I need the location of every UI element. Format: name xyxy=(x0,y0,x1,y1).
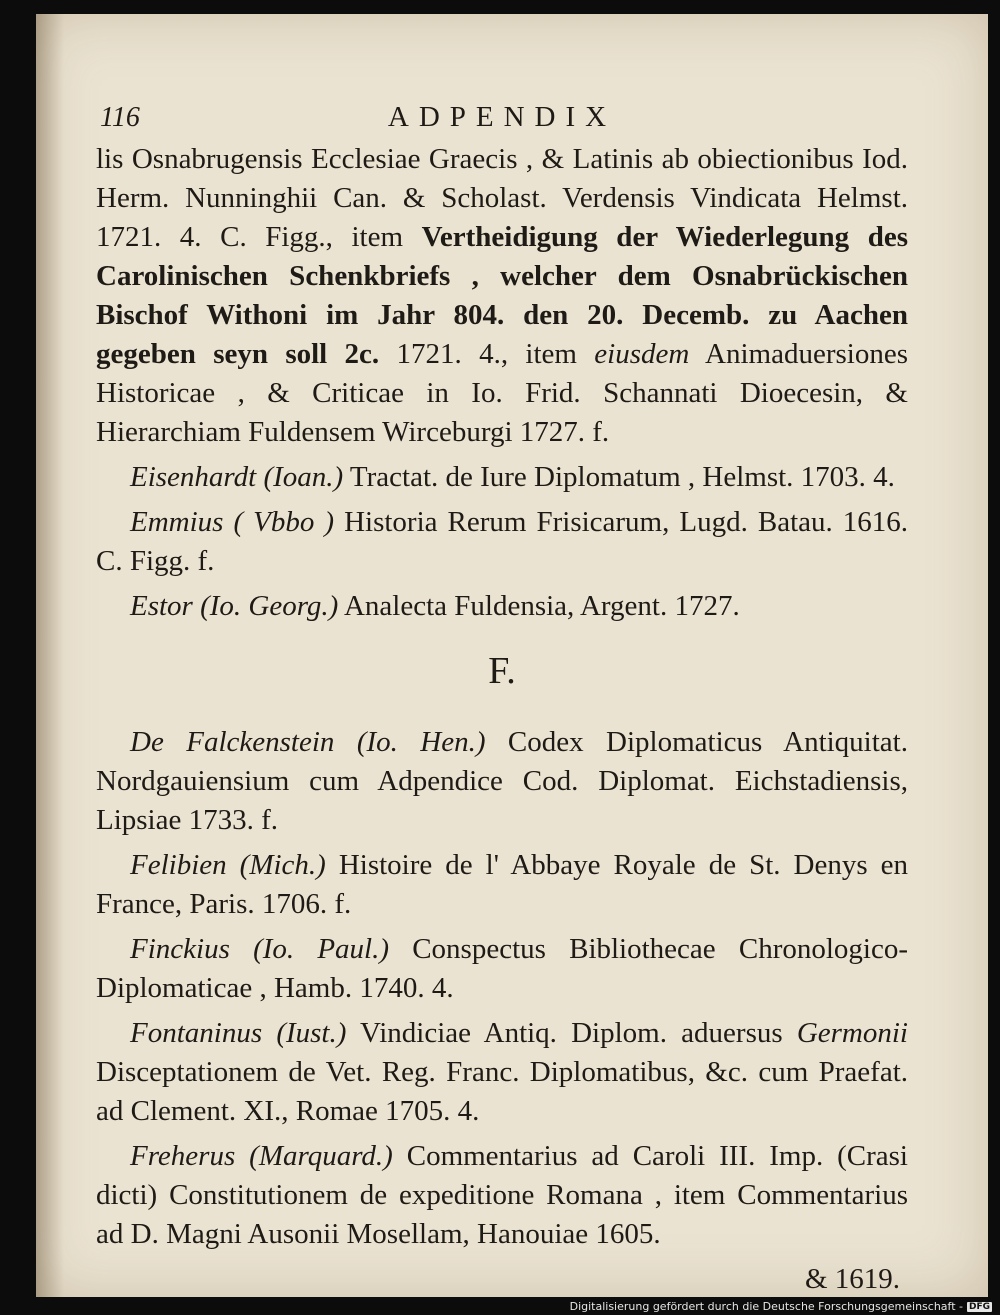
entry-text-2: Disceptationem de Vet. Reg. Franc. Diplomatibus, &c. cum Praefat. ad Clement. XI., Romae 1705. 4. xyxy=(96,1056,908,1127)
entry-estor xyxy=(96,587,908,626)
entry-author: Emmius xyxy=(130,506,224,538)
digitization-footer xyxy=(570,1300,992,1313)
entry-author: Estor xyxy=(130,590,193,622)
page-header xyxy=(96,94,908,140)
entry-text: Tractat. de Iure Diplomatum , Helmst. 1703. 4. xyxy=(343,461,895,493)
entry-author: Eisenhardt xyxy=(130,461,257,493)
entry-italic-word: Germonii xyxy=(796,1017,908,1049)
entry-given-name: (Mich.) xyxy=(239,849,326,881)
entry-given-name: (Iust.) xyxy=(276,1017,347,1049)
entry-author: Fontaninus xyxy=(130,1017,263,1049)
entry-fontaninus xyxy=(96,1014,908,1131)
entry-given-name: (Io. Hen.) xyxy=(356,726,486,758)
entry-given-name: (Io. Georg.) xyxy=(200,590,339,622)
entry-author: Freherus xyxy=(130,1140,236,1172)
book-page xyxy=(36,14,988,1297)
entry-emmius xyxy=(96,503,908,581)
intro-text-1: lis Osnabrugensis Ecclesiae Graecis , & Latinis ab obiectionibus Iod. Herm. Nunninghii Can. & Scholast. Verdensis Vindicata Helmst. 1721. 4. C. Figg., item xyxy=(96,143,908,253)
entry-text: Histoire de l' Abbaye Royale de St. Denys en France, Paris. 1706. f. xyxy=(96,849,909,920)
running-head: ADPENDIX xyxy=(387,101,617,133)
freherus-tail: & 1619. xyxy=(804,1263,900,1295)
entry-text: Historia Rerum Frisicarum, Lugd. Batau. 1616. C. Figg. f. xyxy=(96,506,909,577)
entry-text: Conspectus Bibliothecae Chronologico-Diplomaticae , Hamb. 1740. 4. xyxy=(96,933,908,1004)
entry-finckius xyxy=(96,930,908,1008)
entry-given-name: (Io. Paul.) xyxy=(253,933,389,965)
entry-author: De Falckenstein xyxy=(130,726,335,758)
intro-eiusdem: eiusdem xyxy=(594,338,690,370)
page-text xyxy=(96,94,908,1299)
entry-given-name: ( Vbbo ) xyxy=(233,506,335,538)
fraktur-title: Vertheidigung der Wiederlegung des Carolinischen Schenkbriefs , welcher dem Osnabrückischen Bischof Withoni im Jahr 804. den 20. Decemb. zu Aachen gegeben seyn soll 2c. xyxy=(96,221,908,370)
entry-felibien xyxy=(96,846,908,924)
entry-freherus xyxy=(96,1137,908,1254)
entry-text: Commentarius ad Caroli III. Imp. (Crasi dicti) Constitutionem de expeditione Romana , item Commentarius ad D. Magni Ausonii Mosellam, Hanouiae 1605. xyxy=(96,1140,908,1250)
entry-given-name: (Marquard.) xyxy=(249,1140,393,1172)
intro-text-2: 1721. 4., item xyxy=(379,338,595,370)
entry-eisenhardt xyxy=(96,458,908,497)
footer-text: Digitalisierung gefördert durch die Deutsche Forschungsgemeinschaft - xyxy=(569,1300,963,1313)
entry-text: Vindiciae Antiq. Diplom. aduersus xyxy=(346,1017,797,1049)
entry-author: Felibien xyxy=(130,849,227,881)
entry-falckenstein xyxy=(96,723,908,840)
entry-given-name: (Ioan.) xyxy=(263,461,344,493)
page-spine-shadow xyxy=(36,14,64,1297)
entry-text: Analecta Fuldensia, Argent. 1727. xyxy=(338,590,740,622)
page-number: 116 xyxy=(100,102,140,133)
continued-entry xyxy=(96,140,908,452)
intro-text-3: Animaduersiones Historicae , & Criticae in Io. Frid. Schannati Dioecesin, & Hierarchiam Fuldensem Wirceburgi 1727. f. xyxy=(96,338,908,448)
section-letter: F. xyxy=(488,650,516,692)
dfg-logo: DFG xyxy=(968,1301,990,1312)
entry-text: Codex Diplomaticus Antiquitat. Nordgauiensium cum Adpendice Cod. Diplomat. Eichstadiensis, Lipsiae 1733. f. xyxy=(96,726,908,836)
entry-author: Finckius xyxy=(130,933,230,965)
